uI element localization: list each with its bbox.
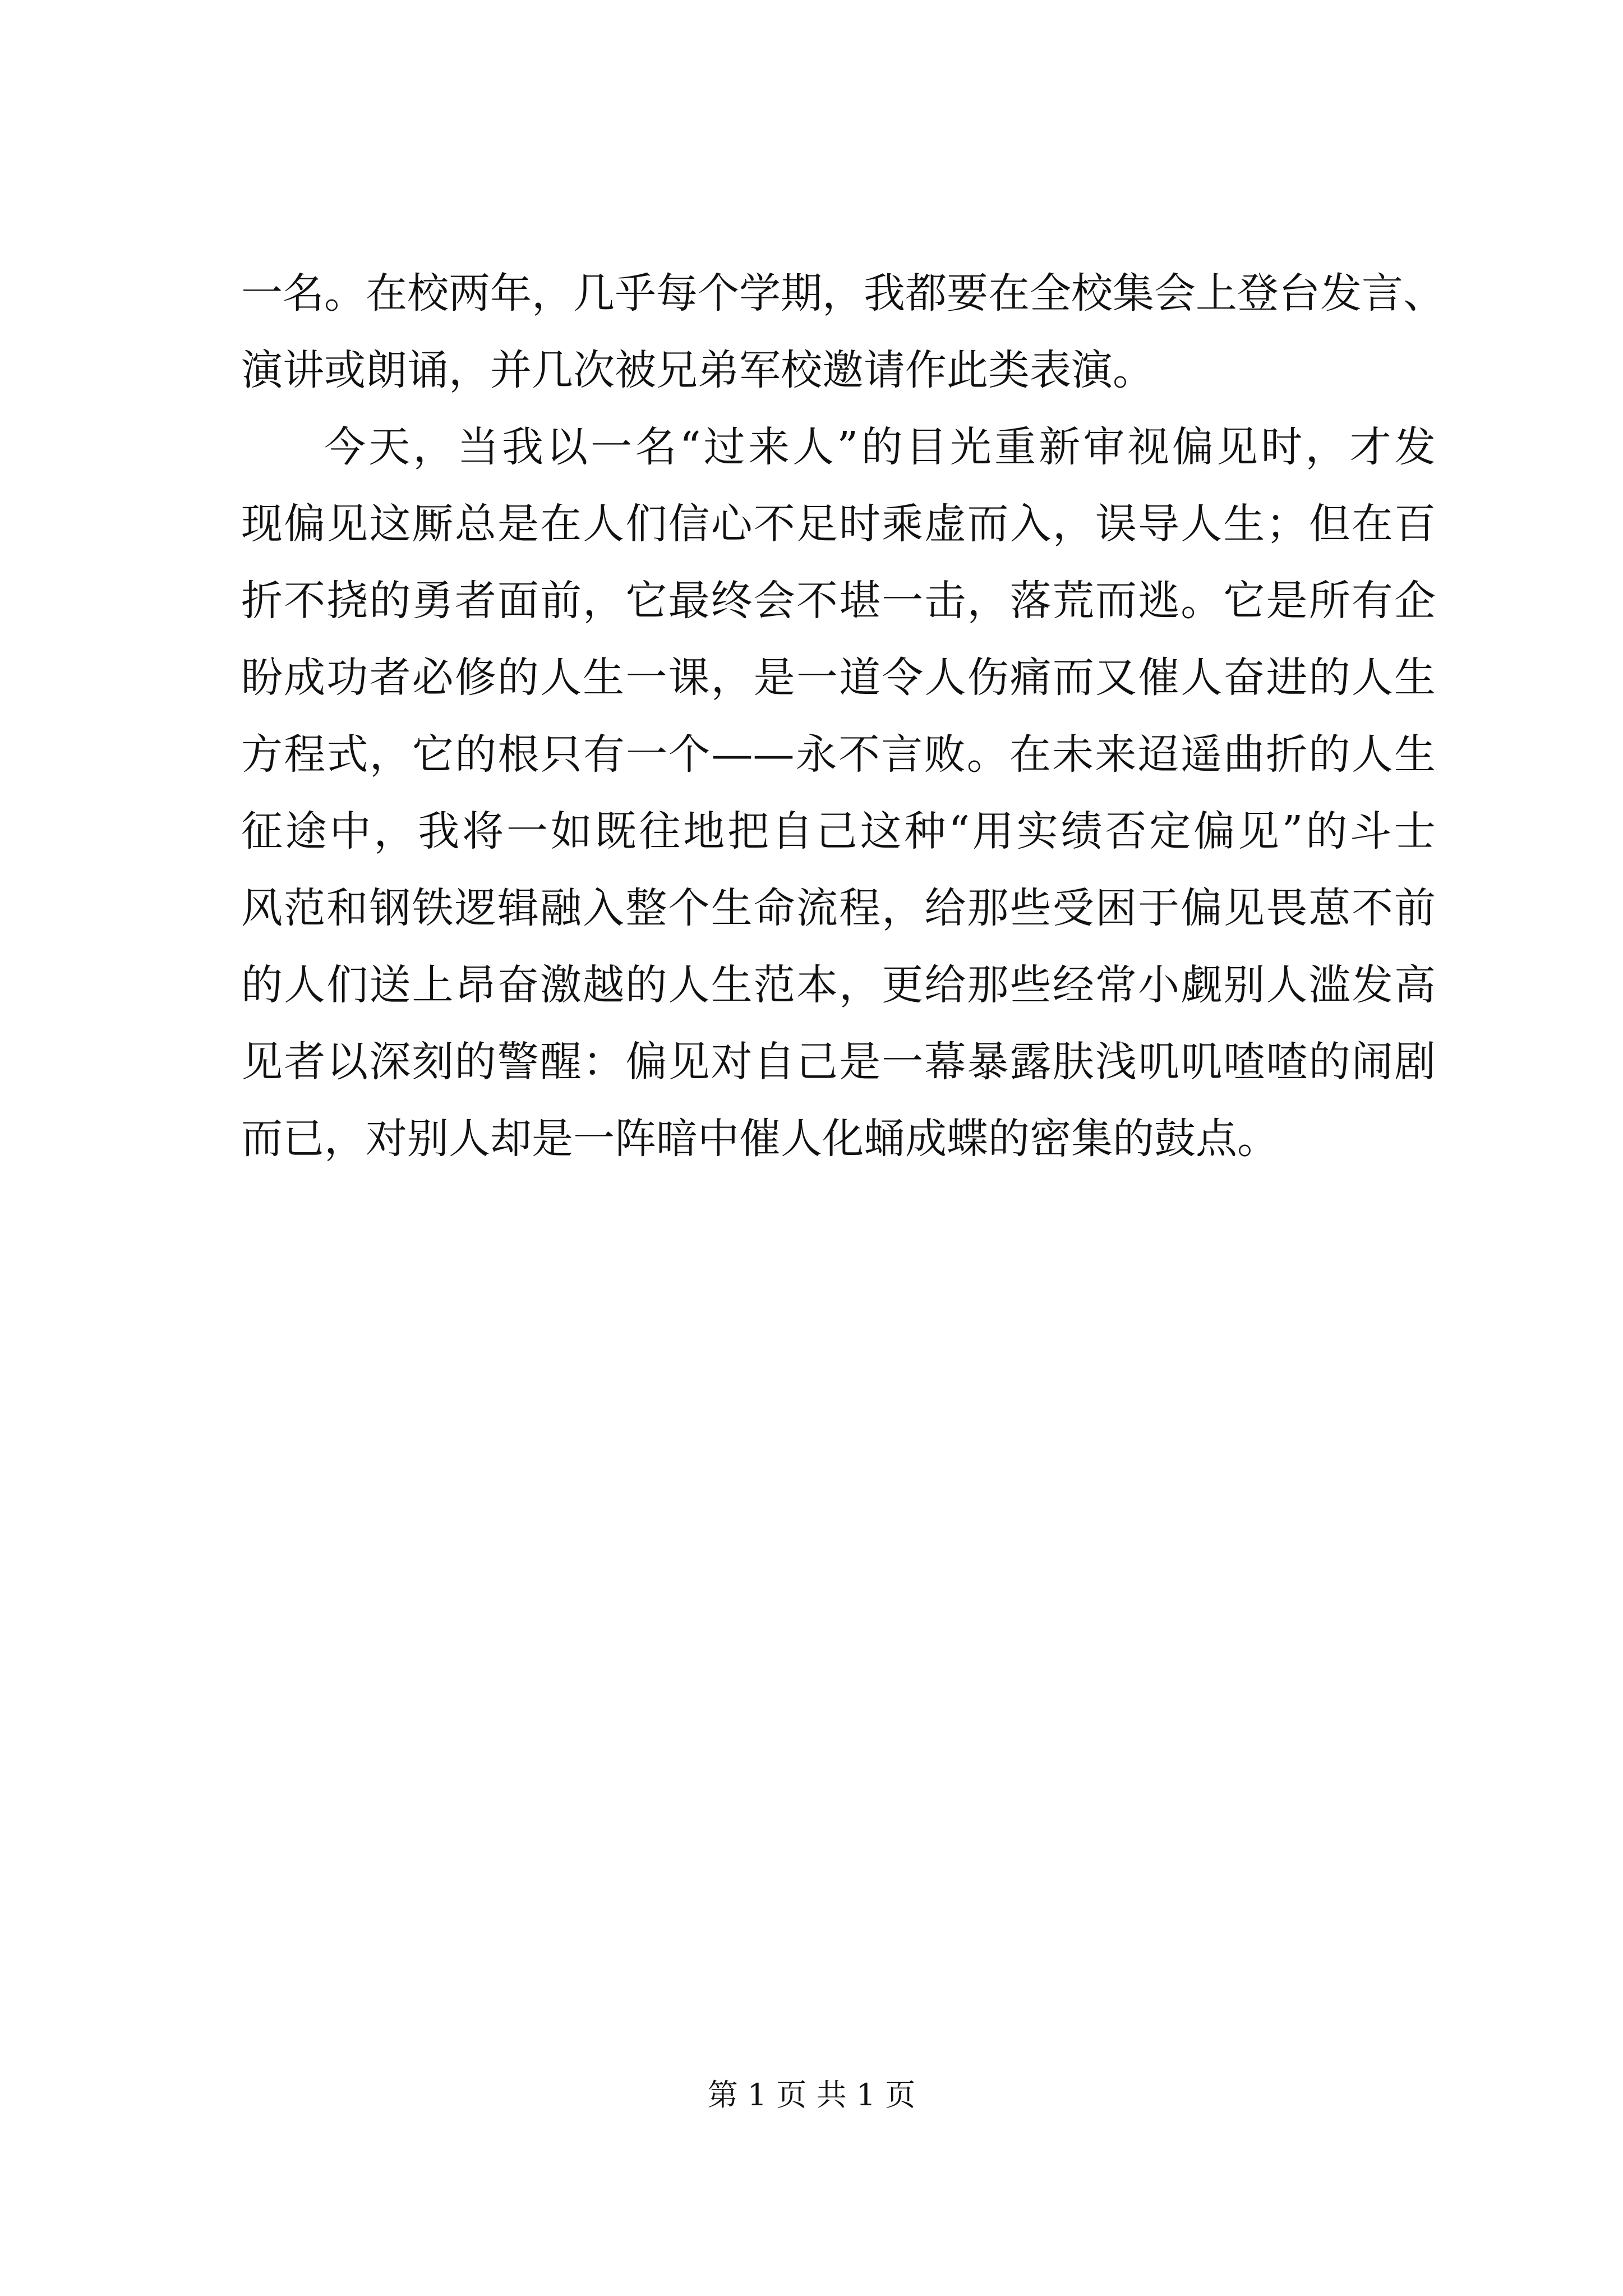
paragraph-1-line-1: 一名。在校两年，几乎每个学期，我都要在全校集会上登台发言、 [241, 269, 1445, 318]
paragraph-1-line-2: 演讲或朗诵，并几次被兄弟军校邀请作此类表演。 [241, 346, 1154, 394]
paragraph-2-line-7: 风范和钢铁逻辑融入整个生命流程，给那些受困于偏见畏葸不前 [241, 884, 1436, 932]
paragraph-2-line-4: 盼成功者必修的人生一课，是一道令人伤痛而又催人奋进的人生 [241, 654, 1436, 702]
page-number-footer: 第 1 页 共 1 页 [707, 2077, 916, 2113]
paragraph-2-line-6: 征途中，我将一如既往地把自己这种“用实绩否定偏见”的斗士 [241, 807, 1436, 855]
paragraph-2-line-10: 而已，对别人却是一阵暗中催人化蛹成蝶的密集的鼓点。 [241, 1115, 1279, 1163]
paragraph-2-line-3: 折不挠的勇者面前，它最终会不堪一击，落荒而逃。它是所有企 [241, 577, 1436, 625]
paragraph-2-line-1: 今天，当我以一名“过来人”的目光重新审视偏见时，才发 [324, 423, 1436, 471]
paragraph-2-line-9: 见者以深刻的警醒：偏见对自己是一幕暴露肤浅叽叽喳喳的闹剧 [241, 1038, 1436, 1086]
document-body [241, 255, 1445, 1177]
paragraph-2-line-8: 的人们送上昂奋激越的人生范本，更给那些经常小觑别人滥发高 [241, 961, 1436, 1009]
paragraph-2-line-2: 现偏见这厮总是在人们信心不足时乘虚而入，误导人生；但在百 [241, 500, 1436, 548]
paragraph-2-line-5: 方程式，它的根只有一个——永不言败。在未来迢遥曲折的人生 [241, 730, 1436, 779]
